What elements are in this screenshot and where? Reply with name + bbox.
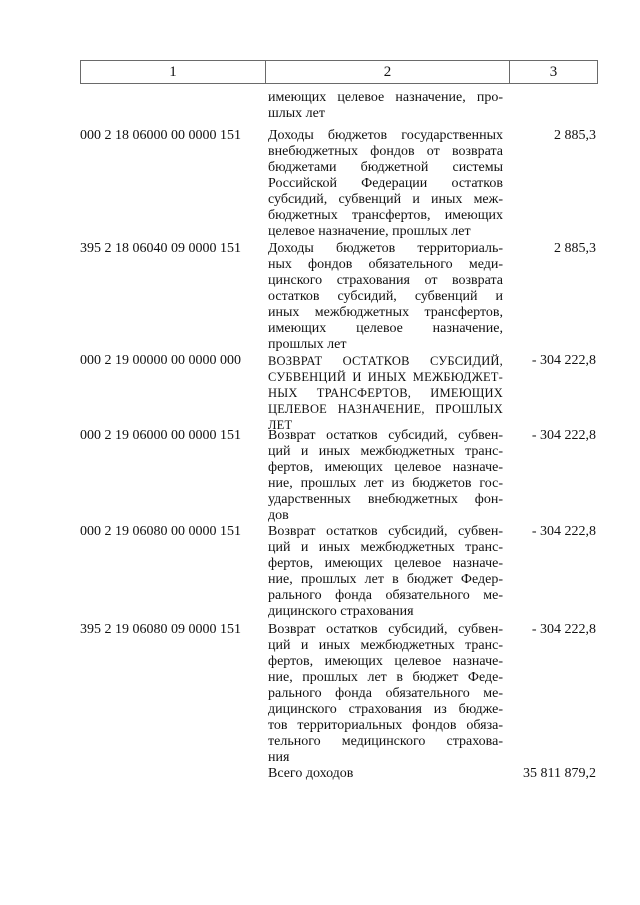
- description-line: рального фонда обязательного ме-: [268, 686, 503, 701]
- description-line: бюджетных трансфертов, имеющих: [268, 208, 503, 223]
- description-line: ций и иных межбюджетных транс-: [268, 444, 503, 459]
- row-amount: - 304 222,8: [531, 524, 596, 539]
- budget-code: 395 2 18 06040 09 0000 151: [80, 241, 241, 256]
- description-line: внебюджетных фондов от возврата: [268, 144, 503, 159]
- description-line: иных межбюджетных трансфертов,: [268, 305, 503, 320]
- description-line: Доходы бюджетов государственных: [268, 128, 503, 143]
- row-description: [268, 428, 503, 524]
- description-line: Возврат остатков субсидий, субвен-: [268, 524, 503, 539]
- description-line: ЦЕЛЕВОЕ НАЗНАЧЕНИЕ, ПРОШЛЫХ: [268, 402, 503, 416]
- description-line: фертов, имеющих целевое назначе-: [268, 654, 503, 669]
- description-line: Доходы бюджетов территориаль-: [268, 241, 503, 256]
- total-label-text: Всего доходов: [268, 766, 354, 781]
- description-line: тов территориальных фондов обяза-: [268, 718, 503, 733]
- description-line: дов: [268, 508, 289, 523]
- description-line: имеющих целевое назначение, про-: [268, 90, 503, 105]
- description-line: имеющих целевое назначение,: [268, 321, 503, 336]
- table-header: [80, 60, 598, 84]
- description-line: бюджетами бюджетной системы: [268, 160, 503, 175]
- description-line: ций и иных межбюджетных транс-: [268, 638, 503, 653]
- row-amount: 2 885,3: [554, 241, 596, 256]
- budget-code: 000 2 19 06080 00 0000 151: [80, 524, 241, 539]
- description-line: НЫХ ТРАНСФЕРТОВ, ИМЕЮЩИХ: [268, 386, 503, 400]
- description-line: ных фондов обязательного меди-: [268, 257, 503, 272]
- row-description: [268, 353, 503, 433]
- header-col-2: 2: [266, 61, 510, 83]
- description-line: Возврат остатков субсидий, субвен-: [268, 622, 503, 637]
- description-line: Российской Федерации остатков: [268, 176, 503, 191]
- row-amount: - 304 222,8: [531, 428, 596, 443]
- description-line: ударственных внебюджетных фон-: [268, 492, 503, 507]
- description-line: шлых лет: [268, 106, 325, 121]
- row-description: [268, 90, 503, 122]
- budget-code: 000 2 19 06000 00 0000 151: [80, 428, 241, 443]
- description-line: ЛЕТ: [268, 418, 293, 432]
- budget-code: 000 2 18 06000 00 0000 151: [80, 128, 241, 143]
- description-line: фертов, имеющих целевое назначе-: [268, 460, 503, 475]
- total-label: [268, 766, 503, 782]
- description-line: фертов, имеющих целевое назначе-: [268, 556, 503, 571]
- row-description: [268, 241, 503, 353]
- budget-code: 000 2 19 00000 00 0000 000: [80, 353, 241, 368]
- description-line: дицинского страхования: [268, 604, 414, 619]
- description-line: ние, прошлых лет из бюджетов гос-: [268, 476, 503, 491]
- description-line: ВОЗВРАТ ОСТАТКОВ СУБСИДИЙ,: [268, 354, 503, 368]
- total-amount: 35 811 879,2: [523, 766, 596, 781]
- header-col-1: 1: [81, 61, 266, 83]
- budget-code: 395 2 19 06080 09 0000 151: [80, 622, 241, 637]
- row-amount: - 304 222,8: [531, 622, 596, 637]
- description-line: рального фонда обязательного ме-: [268, 588, 503, 603]
- description-line: тельного медицинского страхова-: [268, 734, 503, 749]
- header-col-3: 3: [549, 63, 558, 80]
- description-line: ние, прошлых лет в бюджет Феде-: [268, 670, 503, 685]
- description-line: ния: [268, 750, 290, 765]
- description-line: дицинского страхования из бюдже-: [268, 702, 503, 717]
- description-line: целевое назначение, прошлых лет: [268, 224, 471, 239]
- description-line: СУБВЕНЦИЙ И ИНЫХ МЕЖБЮДЖЕТ-: [268, 370, 503, 384]
- description-line: остатков субсидий, субвенций и: [268, 289, 503, 304]
- description-line: Возврат остатков субсидий, субвен-: [268, 428, 503, 443]
- row-amount: 2 885,3: [554, 128, 596, 143]
- row-description: [268, 128, 503, 240]
- row-description: [268, 622, 503, 766]
- description-line: ние, прошлых лет в бюджет Федер-: [268, 572, 503, 587]
- row-description: [268, 524, 503, 620]
- description-line: прошлых лет: [268, 337, 347, 352]
- description-line: ций и иных межбюджетных транс-: [268, 540, 503, 555]
- description-line: цинского страхования от возврата: [268, 273, 503, 288]
- description-line: субсидий, субвенций и иных меж-: [268, 192, 503, 207]
- row-amount: - 304 222,8: [531, 353, 596, 368]
